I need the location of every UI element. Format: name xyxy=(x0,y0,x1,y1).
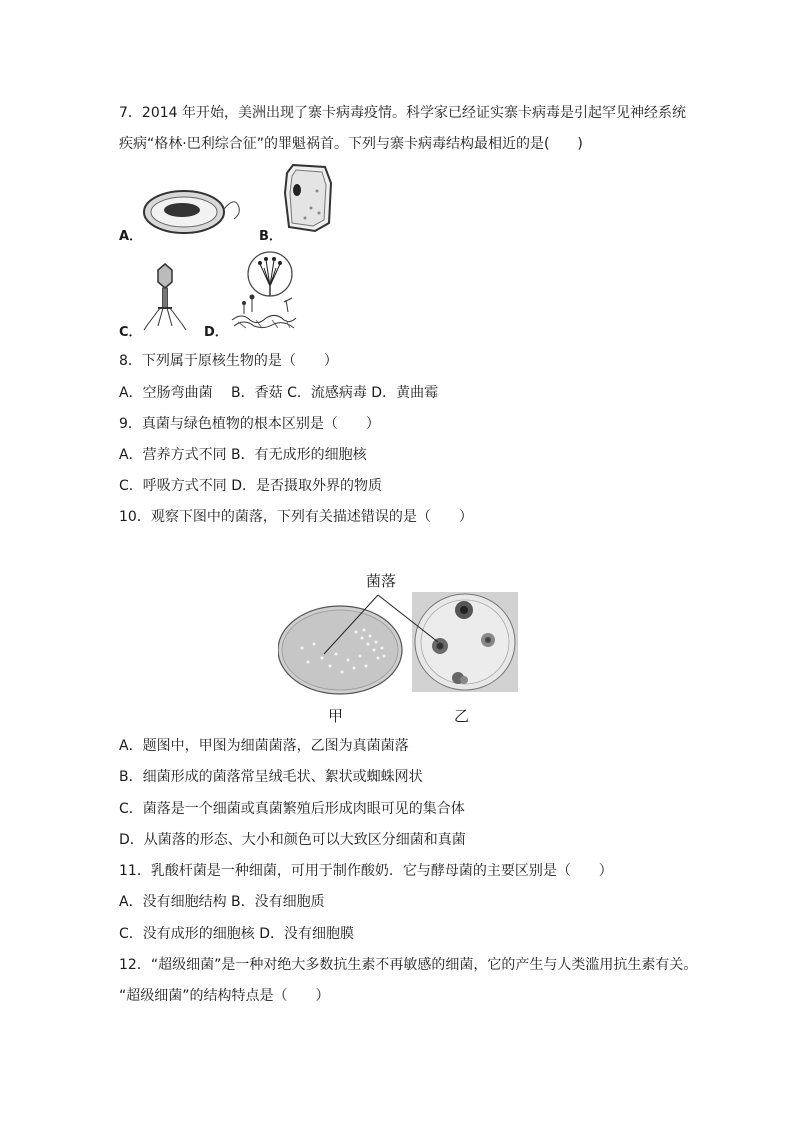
q7-stem-line2: 疾病“格林·巴利综合征”的罪魁祸首。下列与寨卡病毒结构最相近的是( ) xyxy=(119,136,583,152)
q12-stem-line1: 12．“超级细菌”是一种对绝大多数抗生素不再敏感的细菌，它的产生与人类滥用抗生素有关。 xyxy=(119,957,698,973)
q10-stem: 10．观察下图中的菌落，下列有关描述错误的是（ ） xyxy=(119,509,473,525)
q12-stem-line2: “超级细菌”的结构特点是（ ） xyxy=(119,988,330,1004)
q7-option-d-label[interactable]: D． xyxy=(204,325,228,340)
bacterium-illustration[interactable] xyxy=(142,187,244,237)
bacteriophage-illustration[interactable] xyxy=(140,262,190,332)
figure-jia-label: 甲 xyxy=(328,707,344,725)
q9-options-ab[interactable]: A．营养方式不同 B．有无成形的细胞核 xyxy=(119,447,367,463)
colony-label: 菌落 xyxy=(366,572,397,590)
q10-option-d[interactable]: D．从菌落的形态、大小和颜色可以大致区分细菌和真菌 xyxy=(119,832,466,848)
q11-stem: 11．乳酸杆菌是一种细菌，可用于制作酸奶．它与酵母菌的主要区别是（ ） xyxy=(119,863,613,879)
q7-option-c-label[interactable]: C． xyxy=(119,325,142,340)
mold-fungus-illustration[interactable] xyxy=(230,250,298,332)
q7-option-b-label[interactable]: B． xyxy=(259,229,282,244)
q11-options-ab[interactable]: A．没有细胞结构 B．没有细胞质 xyxy=(119,894,325,910)
q8-stem: 8．下列属于原核生物的是（ ） xyxy=(119,353,338,369)
q7-stem-line1: 7．2014 年开始，美洲出现了寨卡病毒疫情。科学家已经证实寨卡病毒是引起罕见神经系统 xyxy=(119,105,686,121)
q10-option-a[interactable]: A．题图中，甲图为细菌菌落，乙图为真菌菌落 xyxy=(119,738,409,754)
q8-options[interactable]: A．空肠弯曲菌 B．香菇 C．流感病毒 D．黄曲霉 xyxy=(119,385,439,401)
q10-option-b[interactable]: B．细菌形成的菌落常呈绒毛状、絮状或蜘蛛网状 xyxy=(119,769,423,785)
q9-stem: 9．真菌与绿色植物的根本区别是（ ） xyxy=(119,416,380,432)
plant-cell-illustration[interactable] xyxy=(281,163,335,233)
q10-option-c[interactable]: C．菌落是一个细菌或真菌繁殖后形成肉眼可见的集合体 xyxy=(119,801,465,817)
figure-yi-label: 乙 xyxy=(454,707,470,725)
q9-options-cd[interactable]: C．呼吸方式不同 D．是否摄取外界的物质 xyxy=(119,478,383,494)
colony-comparison-figure[interactable] xyxy=(278,588,520,696)
q11-options-cd[interactable]: C．没有成形的细胞核 D．没有细胞膜 xyxy=(119,926,355,942)
q7-option-a-label[interactable]: A． xyxy=(119,229,143,244)
